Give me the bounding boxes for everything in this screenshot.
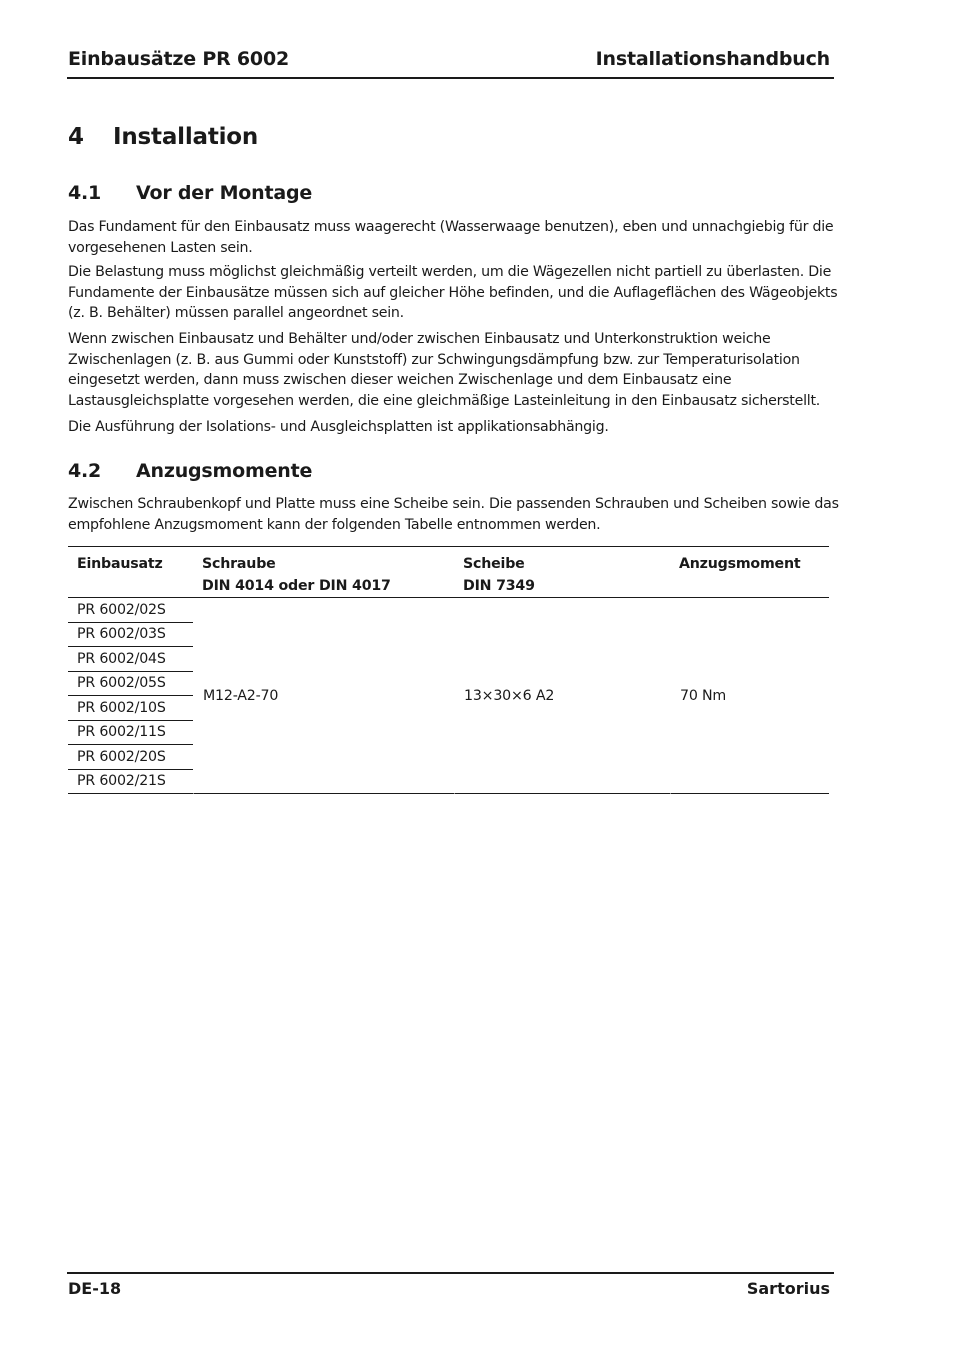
- torque-cell: 70 Nm: [670, 598, 829, 794]
- header-manual-type: Installationshandbuch: [595, 48, 830, 70]
- paragraph-ausfuehrung: Die Ausführung der Isolations- und Ausgleichsplatten ist applikationsabhängig.: [68, 419, 609, 435]
- section-title: Vor der Montage: [136, 182, 313, 204]
- chapter-title: Installation: [113, 124, 259, 150]
- section-title: Anzugsmomente: [136, 460, 313, 482]
- paragraph-schrauben-intro: Zwischen Schraubenkopf und Platte muss eine Scheibe sein. Die passenden Schrauben und Scheiben sowie das empfohlene Anzugsmoment kann der folgenden Tabelle entnommen werden.: [68, 496, 839, 533]
- col-header-anzugsmoment: Anzugsmoment: [670, 547, 829, 598]
- screw-cell: M12-A2-70: [193, 598, 454, 794]
- section-heading-vor-der-montage: [68, 182, 312, 204]
- model-cell: PR 6002/04S: [68, 647, 193, 672]
- table-header-row: [68, 547, 829, 598]
- paragraph-belastung: Die Belastung muss möglichst gleichmäßig verteilt werden, um die Wägezellen nicht partiell zu überlasten. Die Fundamente der Einbausätze müssen sich auf gleicher Höhe befinden, und die Auflageflächen des Wägeobjekts (z. B. Behälter) müssen parallel angeordnet sein.: [68, 264, 838, 322]
- model-cell: PR 6002/02S: [68, 598, 193, 623]
- model-cell: PR 6002/05S: [68, 672, 193, 697]
- model-cell: PR 6002/11S: [68, 721, 193, 746]
- col-header-schraube: Schraube DIN 4014 oder DIN 4017: [193, 547, 454, 598]
- header-document-title: Einbausätze PR 6002: [68, 48, 289, 70]
- model-cell: PR 6002/10S: [68, 696, 193, 721]
- section-number: 4.1: [68, 182, 102, 204]
- page-number: DE-18: [68, 1279, 122, 1298]
- page-footer: [67, 1272, 834, 1304]
- paragraph-fundament: Das Fundament für den Einbausatz muss waagerecht (Wasserwaage benutzen), eben und unnachgiebig für die vorgesehenen Lasten sein.: [68, 219, 834, 256]
- col-header-scheibe: Scheibe DIN 7349: [454, 547, 670, 598]
- model-cell: PR 6002/21S: [68, 770, 193, 795]
- washer-cell: 13×30×6 A2: [454, 598, 670, 794]
- section-heading-anzugsmomente: [68, 460, 312, 482]
- col-header-einbausatz: Einbausatz: [68, 547, 193, 598]
- model-cell: PR 6002/03S: [68, 623, 193, 648]
- section-number: 4.2: [68, 460, 102, 482]
- table-row: [68, 598, 829, 623]
- torque-table: [68, 546, 829, 794]
- page-header: [67, 44, 834, 79]
- footer-company: Sartorius: [746, 1279, 830, 1298]
- chapter-heading: [68, 124, 258, 150]
- paragraph-zwischenlagen: Wenn zwischen Einbausatz und Behälter und/oder zwischen Einbausatz und Unterkonstruktion weiche Zwischenlagen (z. B. aus Gummi oder Kunststoff) zur Schwingungsdämpfung bzw. zur Temperaturisolation eingesetzt werden, dann muss zwischen dieser weichen Zwischenlage und dem Einbausatz eine Lastausgleichsplatte vorgesehen werden, die eine gleichmäßige Lasteinleitung in den Einbausatz sicherstellt.: [68, 331, 821, 410]
- chapter-number: 4: [68, 124, 84, 150]
- model-cell: PR 6002/20S: [68, 745, 193, 770]
